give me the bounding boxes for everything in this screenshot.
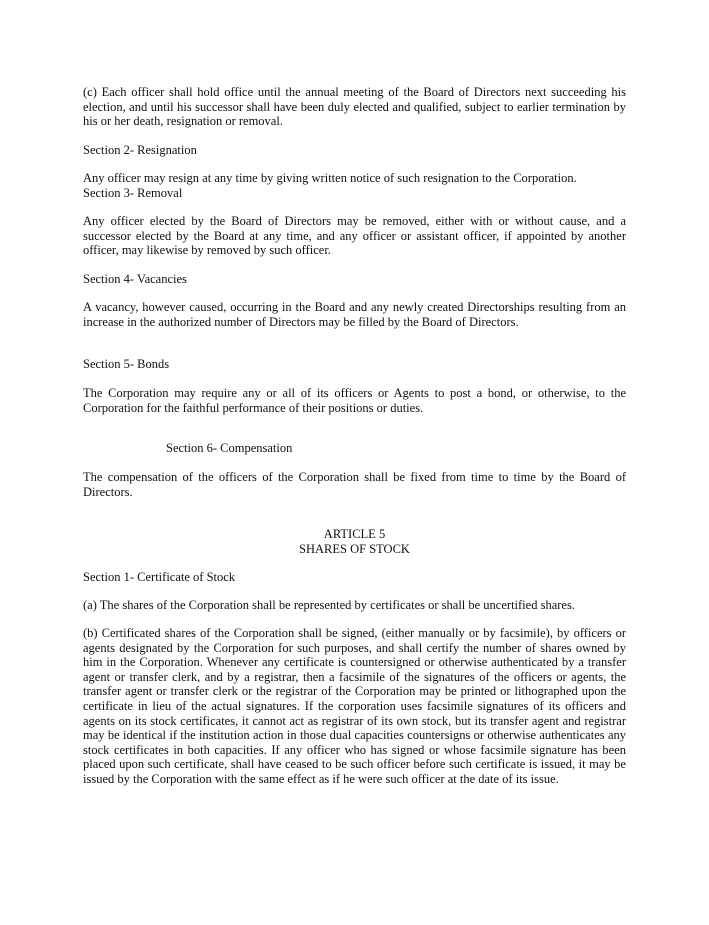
officer-term-paragraph: (c) Each officer shall hold office until the annual meeting of the Board of Directors next succeeding his election, and until his successor shall have been duly elected and qualified, subject to earlier termination by his or her death, resignation or removal.: [83, 85, 626, 129]
article-subtitle: SHARES OF STOCK: [299, 542, 410, 556]
section-3-text: Any officer elected by the Board of Directors may be removed, either with or without cause, and a successor elected by the Board at any time, and any officer or assistant officer, if appointed by another officer, may likewise by removed by such officer.: [83, 214, 626, 258]
section-6-heading: Section 6- Compensation: [166, 441, 293, 455]
section-6-text: The compensation of the officers of the Corporation shall be fixed from time to time by the Board of Directors.: [83, 470, 626, 499]
section-4-text: A vacancy, however caused, occurring in the Board and any newly created Directorships resulting from an increase in the authorized number of Directors may be filled by the Board of Directors.: [83, 300, 626, 329]
article-5-section-1-heading: Section 1- Certificate of Stock: [83, 570, 236, 584]
section-4-heading: Section 4- Vacancies: [83, 272, 187, 286]
section-5-heading: Section 5- Bonds: [83, 357, 170, 371]
section-2-text: Any officer may resign at any time by giving written notice of such resignation to the Corporation.: [83, 171, 577, 185]
section-5-text: The Corporation may require any or all of its officers or Agents to post a bond, or otherwise, to the Corporation for the faithful performance of their positions or duties.: [83, 386, 626, 415]
article-5-paragraph-a: (a) The shares of the Corporation shall be represented by certificates or shall be uncertified shares.: [83, 598, 575, 612]
section-2-heading: Section 2- Resignation: [83, 143, 197, 157]
article-title: ARTICLE 5: [323, 527, 386, 541]
section-3-heading: Section 3- Removal: [83, 186, 183, 200]
article-5-paragraph-b: (b) Certificated shares of the Corporation shall be signed, (either manually or by facsimile), by officers or agents designated by the Corporation for such purposes, and shall certify the number of shares owned by him in the Corporation. Whenever any certificate is countersigned or otherwise authenticated by a transfer agent or transfer clerk, and by a registrar, then a facsimile of the signatures of the officers or agents, the transfer agent or transfer clerk or the registrar of the Corporation may be printed or lithographed upon the certificate in lieu of the actual signatures. If the corporation uses facsimile signatures of its officers and agents on its stock certificates, it cannot act as registrar of its own stock, but its transfer agent and registrar may be identical if the institution action in those dual capacities countersigns or otherwise authenticates any stock certificates in both capacities. If any officer who has signed or whose facsimile signature has been placed upon such certificate, shall have ceased to be such officer before such certificate is issued, it may be issued by the Corporation with the same effect as if he were such officer at the date of its issue.: [83, 626, 626, 786]
